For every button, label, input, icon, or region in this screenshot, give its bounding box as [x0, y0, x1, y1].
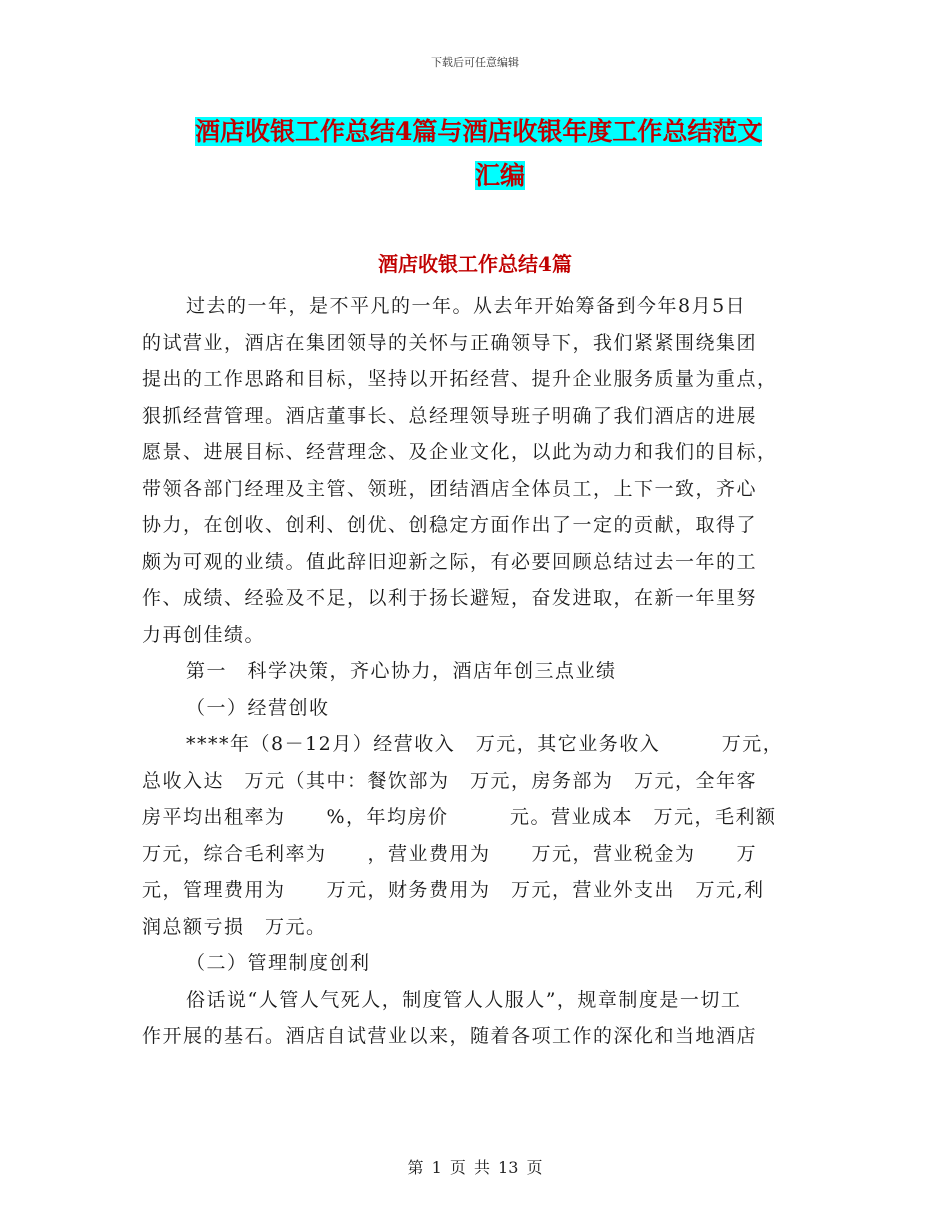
body-text	[142, 288, 802, 1055]
body-line: 的试营业，酒店在集团领导的关怀与正确领导下，我们紧紧围绕集团	[142, 331, 758, 354]
title-line-1: 酒店收银工作总结4篇与酒店收银年度工作总结范文	[195, 117, 763, 146]
body-line: 带领各部门经理及主管、领班，团结酒店全体员工，上下一致，齐心	[142, 477, 758, 500]
body-line: 愿景、进展目标、经营理念、及企业文化，以此为动力和我们的目标，	[142, 441, 778, 463]
body-line: 狠抓经营管理。酒店董事长、总经理领导班子明确了我们酒店的进展	[142, 404, 758, 427]
title-line-2: 汇编	[475, 161, 526, 190]
section-heading: 第一 科学决策，齐心协力，酒店年创三点业绩	[186, 660, 617, 682]
body-line: 房平均出租率为 %，年均房价 元。营业成本 万元，毛利额	[142, 806, 777, 828]
body-line: 力再创佳绩。	[142, 623, 266, 646]
body-line: 俗话说“人管人气死人，制度管人人服人”，规章制度是一切工	[186, 988, 742, 1011]
subsection-heading: （二）管理制度创利	[186, 952, 371, 974]
body-line: 总收入达 万元（其中：餐饮部为 万元，房务部为 万元，全年客	[142, 769, 758, 792]
body-line: 作、成绩、经验及不足，以利于扬长避短，奋发进取，在新一年里努	[142, 587, 758, 609]
section-subtitle: 酒店收银工作总结4篇	[378, 252, 572, 276]
page-footer: 第 1 页 共 13 页	[407, 1158, 543, 1177]
subsection-heading: （一）经营创收	[186, 696, 330, 719]
body-line: 作开展的基石。酒店自试营业以来，随着各项工作的深化和当地酒店	[142, 1025, 758, 1047]
body-line: 过去的一年，是不平凡的一年。从去年开始筹备到今年8月5日	[186, 295, 747, 317]
body-line: 润总额亏损 万元。	[142, 915, 327, 938]
body-line: 万元，综合毛利率为 ，营业费用为 万元，营业税金为 万	[142, 842, 758, 865]
body-line: 元，管理费用为 万元，财务费用为 万元，营业外支出 万元,利	[142, 879, 765, 901]
page-header-note: 下载后可任意编辑	[431, 56, 519, 69]
body-line: 提出的工作思路和目标，坚持以开拓经营、提升企业服务质量为重点，	[142, 368, 778, 390]
body-line: 颇为可观的业绩。值此辞旧迎新之际，有必要回顾总结过去一年的工	[142, 550, 758, 573]
body-line: ****年（8－12月）经营收入 万元，其它业务收入 万元，	[186, 733, 784, 755]
body-line: 协力，在创收、创利、创优、创稳定方面作出了一定的贡献，取得了	[142, 514, 758, 536]
